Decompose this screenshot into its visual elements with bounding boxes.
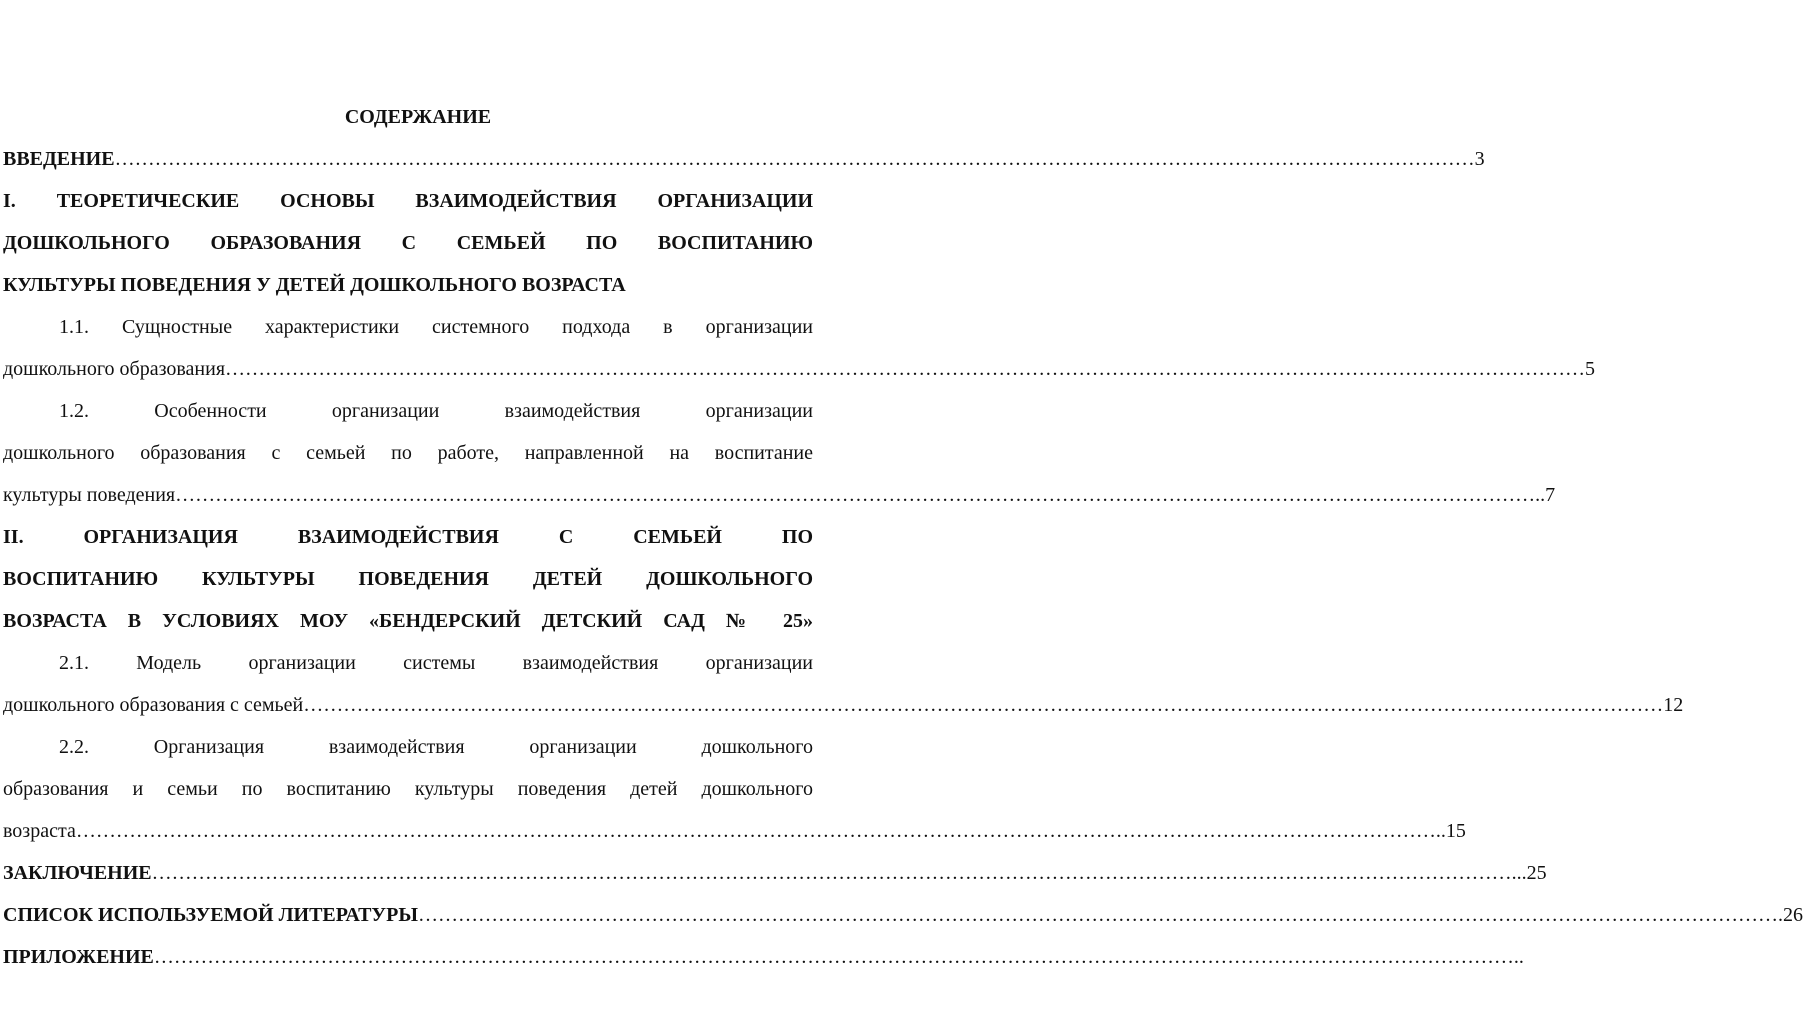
- toc-entry-label: возраста: [3, 820, 76, 842]
- toc-entry-appendix[interactable]: [3, 936, 1524, 978]
- toc-title: СОДЕРЖАНИЕ: [344, 106, 492, 128]
- toc-entry-label: ПРИЛОЖЕНИЕ: [3, 946, 154, 968]
- dot-leader: ……………………………………………………………………………………………………………………………………………………………………………………: [151, 862, 1512, 884]
- toc-page-number: 3: [1474, 148, 1485, 170]
- toc-page-number: ..7: [1535, 484, 1556, 506]
- toc-section-2-2-line-3[interactable]: [3, 810, 1466, 852]
- dot-leader: ……………………………………………………………………………………………………………………………………………………………………………………: [153, 946, 1514, 968]
- toc-section-1-1-line-2[interactable]: [3, 348, 1596, 390]
- toc-chapter-1-line-2[interactable]: ДОШКОЛЬНОГО ОБРАЗОВАНИЯ С СЕМЬЕЙ ПО ВОСПИТАНИЮ: [3, 232, 813, 254]
- dot-leader: ……………………………………………………………………………………………………………………………………………………………………………………: [225, 358, 1586, 380]
- dot-leader: ……………………………………………………………………………………………………………………………………………………………………………………: [175, 484, 1536, 506]
- dot-leader: ……………………………………………………………………………………………………………………………………………………………………………………: [303, 694, 1664, 716]
- toc-page-number: .26: [1777, 904, 1803, 926]
- toc-section-1-2-line-3[interactable]: [3, 474, 1556, 516]
- toc-entry-intro[interactable]: [3, 138, 1485, 180]
- toc-entry-label: ВВЕДЕНИЕ: [3, 148, 115, 170]
- toc-entry-label: культуры поведения: [3, 484, 176, 506]
- toc-entry-literature[interactable]: [3, 894, 1803, 936]
- toc-page-number: ...25: [1511, 862, 1547, 884]
- toc-page-number: 5: [1585, 358, 1596, 380]
- toc-chapter-1-line-3[interactable]: КУЛЬТУРЫ ПОВЕДЕНИЯ У ДЕТЕЙ ДОШКОЛЬНОГО ВОЗРАСТА: [3, 274, 626, 296]
- dot-leader: ……………………………………………………………………………………………………………………………………………………………………………………: [114, 148, 1475, 170]
- toc-entry-label: ЗАКЛЮЧЕНИЕ: [3, 862, 152, 884]
- toc-page-number: ..15: [1435, 820, 1466, 842]
- toc-section-1-1-line-1[interactable]: 1.1. Сущностные характеристики системного подхода в организации: [59, 316, 813, 338]
- table-of-contents: [3, 96, 1803, 978]
- toc-page-number: 12: [1663, 694, 1684, 716]
- toc-entry-label: СПИСОК ИСПОЛЬЗУЕМОЙ ЛИТЕРАТУРЫ: [3, 904, 418, 926]
- toc-chapter-2-line-2[interactable]: ВОСПИТАНИЮ КУЛЬТУРЫ ПОВЕДЕНИЯ ДЕТЕЙ ДОШКОЛЬНОГО: [3, 568, 813, 590]
- toc-chapter-2-line-3[interactable]: ВОЗРАСТА В УСЛОВИЯХ МОУ «БЕНДЕРСКИЙ ДЕТСКИЙ САД № 25»: [3, 610, 813, 632]
- dot-leader: ……………………………………………………………………………………………………………………………………………………………………………………: [75, 820, 1436, 842]
- toc-chapter-2-line-1[interactable]: II. ОРГАНИЗАЦИЯ ВЗАИМОДЕЙСТВИЯ С СЕМЬЕЙ ПО: [3, 526, 813, 548]
- toc-section-2-1-line-2[interactable]: [3, 684, 1684, 726]
- toc-section-2-2-line-2[interactable]: образования и семьи по воспитанию культуры поведения детей дошкольного: [3, 778, 813, 800]
- toc-section-1-2-line-1[interactable]: 1.2. Особенности организации взаимодействия организации: [59, 400, 813, 422]
- toc-section-2-1-line-1[interactable]: 2.1. Модель организации системы взаимодействия организации: [59, 652, 813, 674]
- toc-entry-conclusion[interactable]: [3, 852, 1547, 894]
- toc-page-number: ..: [1513, 946, 1524, 968]
- dot-leader: ……………………………………………………………………………………………………………………………………………………………………………………: [417, 904, 1778, 926]
- toc-section-2-2-line-1[interactable]: 2.2. Организация взаимодействия организации дошкольного: [59, 736, 813, 758]
- toc-entry-label: дошкольного образования: [3, 358, 226, 380]
- toc-chapter-1-line-1[interactable]: I. ТЕОРЕТИЧЕСКИЕ ОСНОВЫ ВЗАИМОДЕЙСТВИЯ ОРГАНИЗАЦИИ: [3, 190, 813, 212]
- toc-entry-label: дошкольного образования с семьей: [3, 694, 304, 716]
- toc-section-1-2-line-2[interactable]: дошкольного образования с семьей по работе, направленной на воспитание: [3, 442, 813, 464]
